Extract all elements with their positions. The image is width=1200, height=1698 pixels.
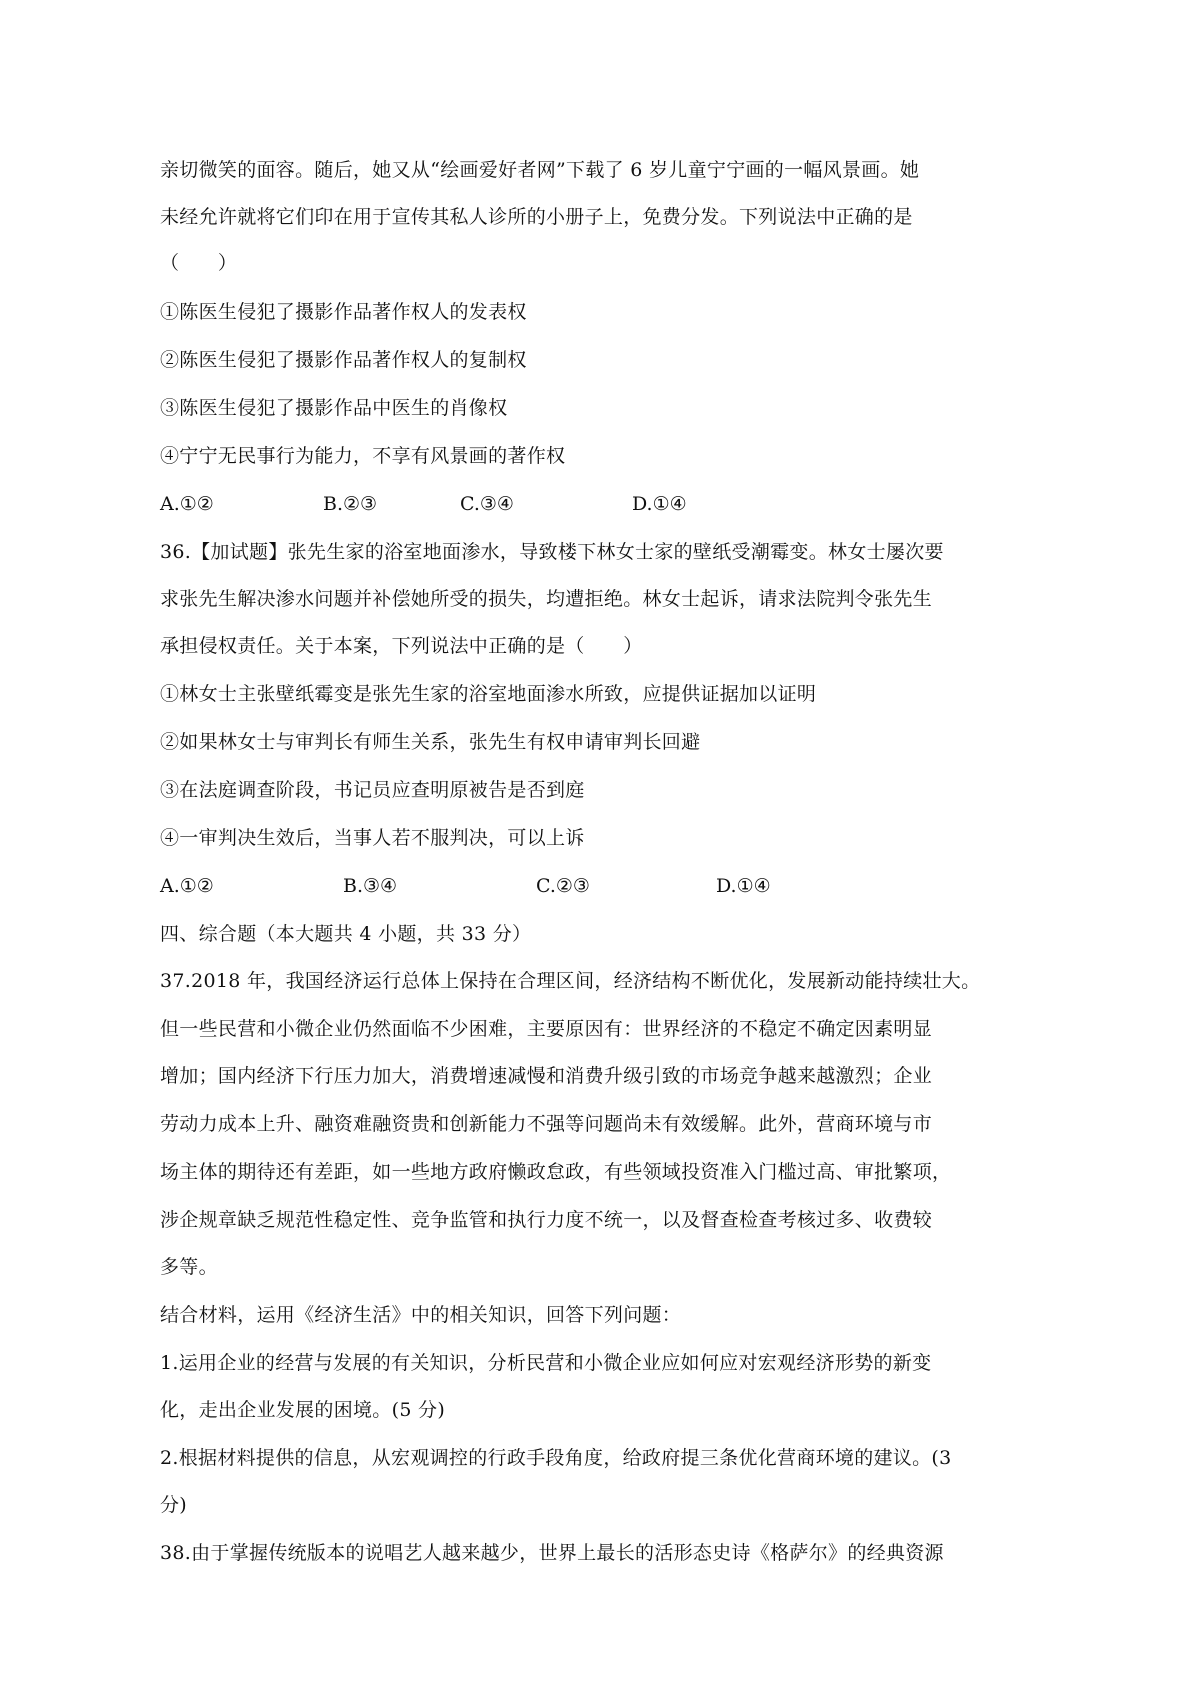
q35-statement-2: ②陈医生侵犯了摄影作品著作权人的复制权 — [160, 349, 527, 371]
q36-statement-2: ②如果林女士与审判长有师生关系，张先生有权申请审判长回避 — [160, 731, 701, 753]
q36-line-2: 求张先生解决渗水问题并补偿她所受的损失，均遭拒绝。林女士起诉，请求法院判令张先生 — [160, 588, 933, 610]
q36-option-c: C.②③ — [536, 875, 590, 897]
q37-line-7: 多等。 — [160, 1256, 218, 1278]
q37-line-6: 涉企规章缺乏规范性稳定性、竞争监管和执行力度不统一，以及督查检查考核过多、收费较 — [160, 1209, 933, 1231]
q37-instruction: 结合材料，运用《经济生活》中的相关知识，回答下列问题： — [160, 1304, 682, 1326]
q35-option-d: D.①④ — [632, 493, 687, 515]
q36-line-3: 承担侵权责任。关于本案，下列说法中正确的是（ ） — [160, 635, 643, 657]
q36-option-d: D.①④ — [716, 875, 771, 897]
q35-line-2: 未经允许就将它们印在用于宣传其私人诊所的小册子上，免费分发。下列说法中正确的是 — [160, 206, 913, 228]
q37-subquestion-2-line-1: 2.根据材料提供的信息，从宏观调控的行政手段角度，给政府提三条优化营商环境的建议。(3 — [160, 1447, 952, 1469]
q36-statement-1: ①林女士主张壁纸霉变是张先生家的浴室地面渗水所致，应提供证据加以证明 — [160, 683, 817, 705]
q38-line-1: 38.由于掌握传统版本的说唱艺人越来越少，世界上最长的活形态史诗《格萨尔》的经典资源 — [160, 1542, 944, 1564]
q36-line-1: 36.【加试题】张先生家的浴室地面渗水，导致楼下林女士家的壁纸受潮霉变。林女士屡次要 — [160, 541, 944, 563]
q37-subquestion-1-line-2: 化，走出企业发展的困境。(5 分) — [160, 1399, 446, 1421]
q37-line-1: 37.2018 年，我国经济运行总体上保持在合理区间，经济结构不断优化，发展新动能持续壮大。 — [160, 970, 981, 992]
q36-option-a: A.①② — [160, 875, 214, 897]
q37-line-3: 增加；国内经济下行压力加大，消费增速减慢和消费升级引致的市场竞争越来越激烈；企业 — [160, 1065, 933, 1087]
q35-statement-3: ③陈医生侵犯了摄影作品中医生的肖像权 — [160, 397, 508, 419]
q35-line-1: 亲切微笑的面容。随后，她又从“绘画爱好者网”下载了 6 岁儿童宁宁画的一幅风景画。她 — [160, 159, 920, 181]
q36-option-b: B.③④ — [343, 875, 398, 897]
q35-statement-1: ①陈医生侵犯了摄影作品著作权人的发表权 — [160, 301, 527, 323]
q37-line-5: 场主体的期待还有差距，如一些地方政府懒政怠政，有些领域投资准入门槛过高、审批繁项， — [160, 1161, 952, 1183]
q37-subquestion-1-line-1: 1.运用企业的经营与发展的有关知识，分析民营和小微企业应如何应对宏观经济形势的新变 — [160, 1352, 932, 1374]
q35-statement-4: ④宁宁无民事行为能力，不享有风景画的著作权 — [160, 445, 566, 467]
q37-subquestion-2-line-2: 分) — [160, 1494, 188, 1516]
section-heading: 四、综合题（本大题共 4 小题，共 33 分） — [160, 923, 532, 945]
q37-line-4: 劳动力成本上升、融资难融资贵和创新能力不强等问题尚未有效缓解。此外，营商环境与市 — [160, 1113, 933, 1135]
q35-option-c: C.③④ — [460, 493, 514, 515]
q36-statement-3: ③在法庭调查阶段，书记员应查明原被告是否到庭 — [160, 779, 585, 801]
q36-statement-4: ④一审判决生效后，当事人若不服判决，可以上诉 — [160, 827, 585, 849]
q35-option-b: B.②③ — [323, 493, 378, 515]
q35-line-3: （ ） — [160, 252, 238, 274]
q37-line-2: 但一些民营和小微企业仍然面临不少困难，主要原因有：世界经济的不稳定不确定因素明显 — [160, 1018, 933, 1040]
q35-option-a: A.①② — [160, 493, 214, 515]
